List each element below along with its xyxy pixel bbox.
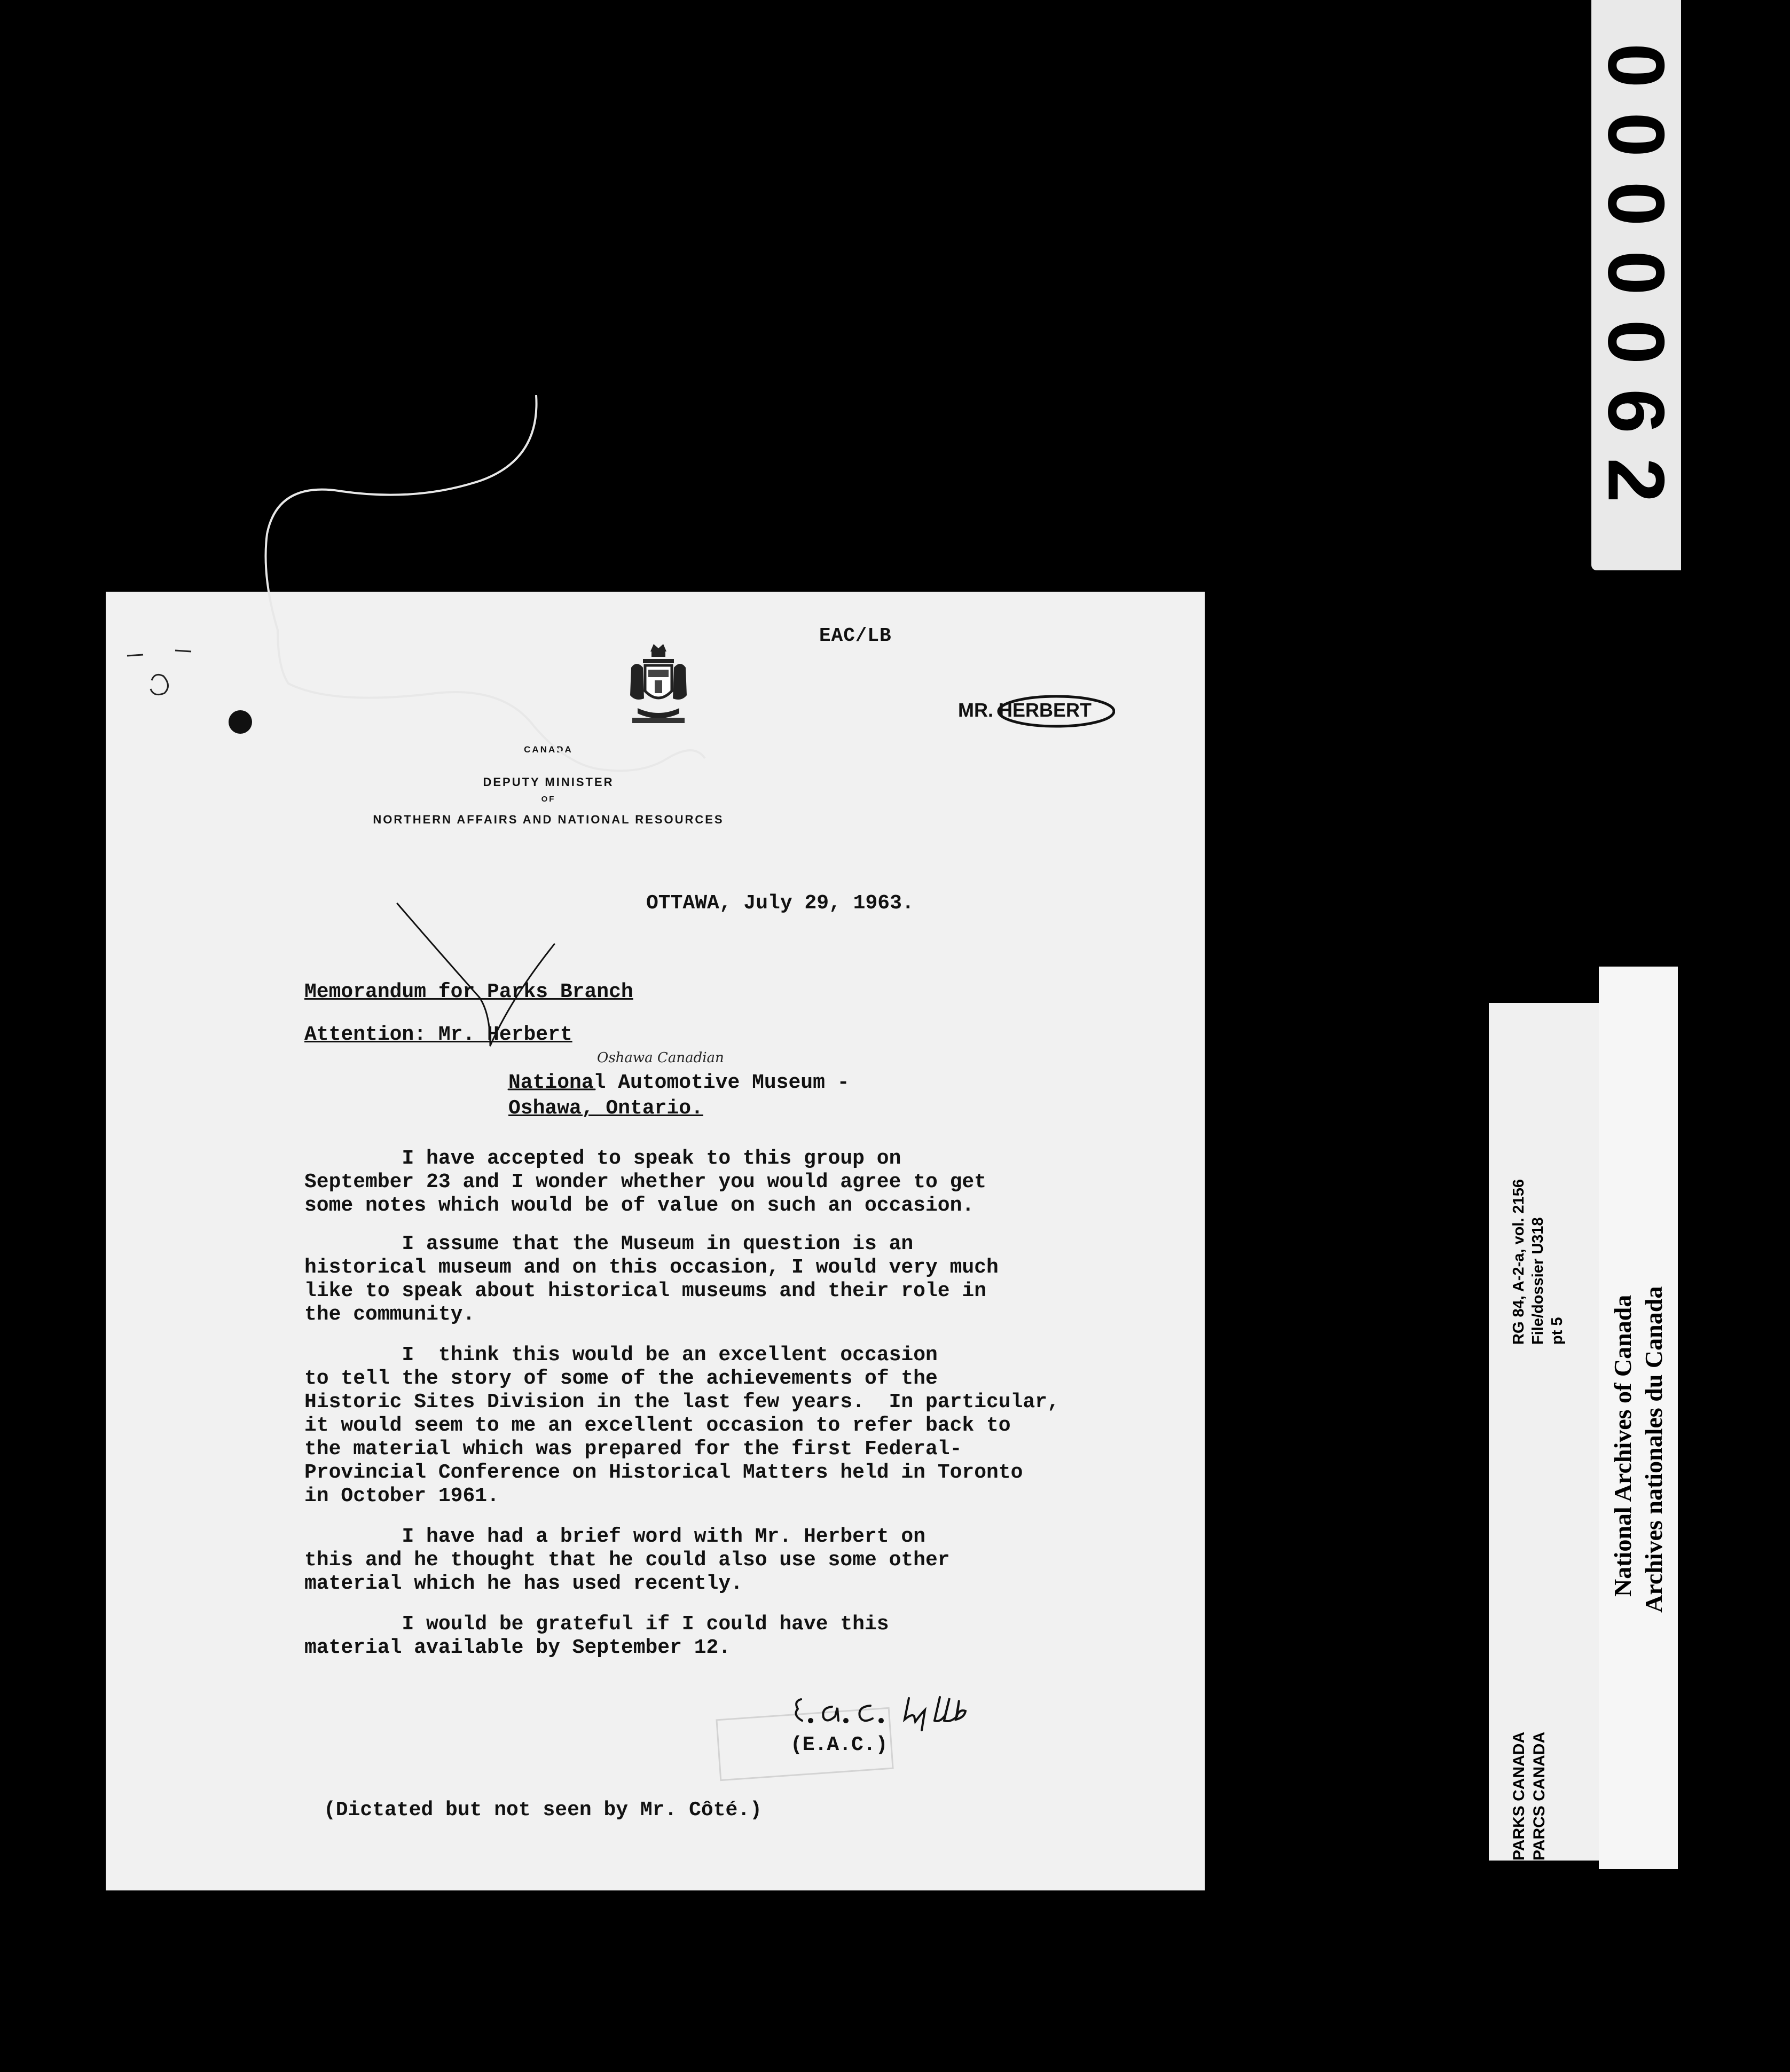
archive-number: 0000062 xyxy=(1591,43,1682,527)
archives-name-fr: Archives nationales du Canada xyxy=(1640,1286,1667,1613)
dictation-note: (Dictated but not seen by Mr. Côté.) xyxy=(324,1799,762,1822)
dateline: OTTAWA, July 29, 1963. xyxy=(646,892,914,915)
herbert-stamp-text: MR. HERBERT xyxy=(958,699,1092,721)
archive-reference-label xyxy=(1489,1003,1599,1861)
paragraph-1: I have accepted to speak to this group on September 23 and I wonder whether you would agree to get some notes which would be of value on such an occasion. xyxy=(304,1147,987,1217)
parks-canada-fr: PARCS CANADA xyxy=(1530,1731,1548,1861)
paragraph-2: I assume that the Museum in question is an historical museum and on this occasion, I would very much like to speak about historical museums and their role in the community. xyxy=(304,1233,999,1326)
letterhead-country: CANADA xyxy=(524,744,573,755)
paragraph-4: I have had a brief word with Mr. Herbert on this and he thought that he could also use some other material which he has used recently. xyxy=(304,1525,950,1595)
archives-name-en: National Archives of Canada xyxy=(1609,1294,1636,1597)
memo-letter xyxy=(106,592,1205,1890)
attention-line: Attention: Mr. Herbert xyxy=(304,1023,572,1046)
letterhead-office: DEPUTY MINISTER xyxy=(483,775,614,789)
archives-name-label xyxy=(1599,967,1678,1869)
memo-recipient: Memorandum for Parks Branch xyxy=(304,980,633,1003)
subject-location: Oshawa, Ontario. xyxy=(508,1097,703,1120)
archive-reference-line-3: pt 5 xyxy=(1549,1317,1566,1345)
signatory-initials: (E.A.C.) xyxy=(790,1733,888,1756)
letterhead-department: NORTHERN AFFAIRS AND NATIONAL RESOURCES xyxy=(373,813,724,826)
letterhead-of: OF xyxy=(541,795,556,804)
archive-reference-line-1: RG 84, A-2-a, vol. 2156 xyxy=(1510,1179,1527,1345)
subject-title: National Automotive Museum - xyxy=(508,1071,850,1094)
handwritten-correction: Oshawa Canadian xyxy=(597,1050,724,1066)
archive-number-strip xyxy=(1591,0,1681,570)
archive-reference-line-2: File/dossier U318 xyxy=(1529,1217,1546,1345)
reference-code: EAC/LB xyxy=(819,625,892,647)
parks-canada-en: PARKS CANADA xyxy=(1510,1731,1528,1861)
pen-marks xyxy=(106,592,1205,1890)
paragraph-5: I would be grateful if I could have this material available by September 12. xyxy=(304,1613,889,1659)
paragraph-3: I think this would be an excellent occasion to tell the story of some of the achievements of the Historic Sites Division in the last few years. In particular, it would seem to me an excellent occasion to refer back to the material which was prepared for the first Federal- Provincial Conference on Historical Matters held in Toronto in October 1961. xyxy=(304,1344,1059,1508)
